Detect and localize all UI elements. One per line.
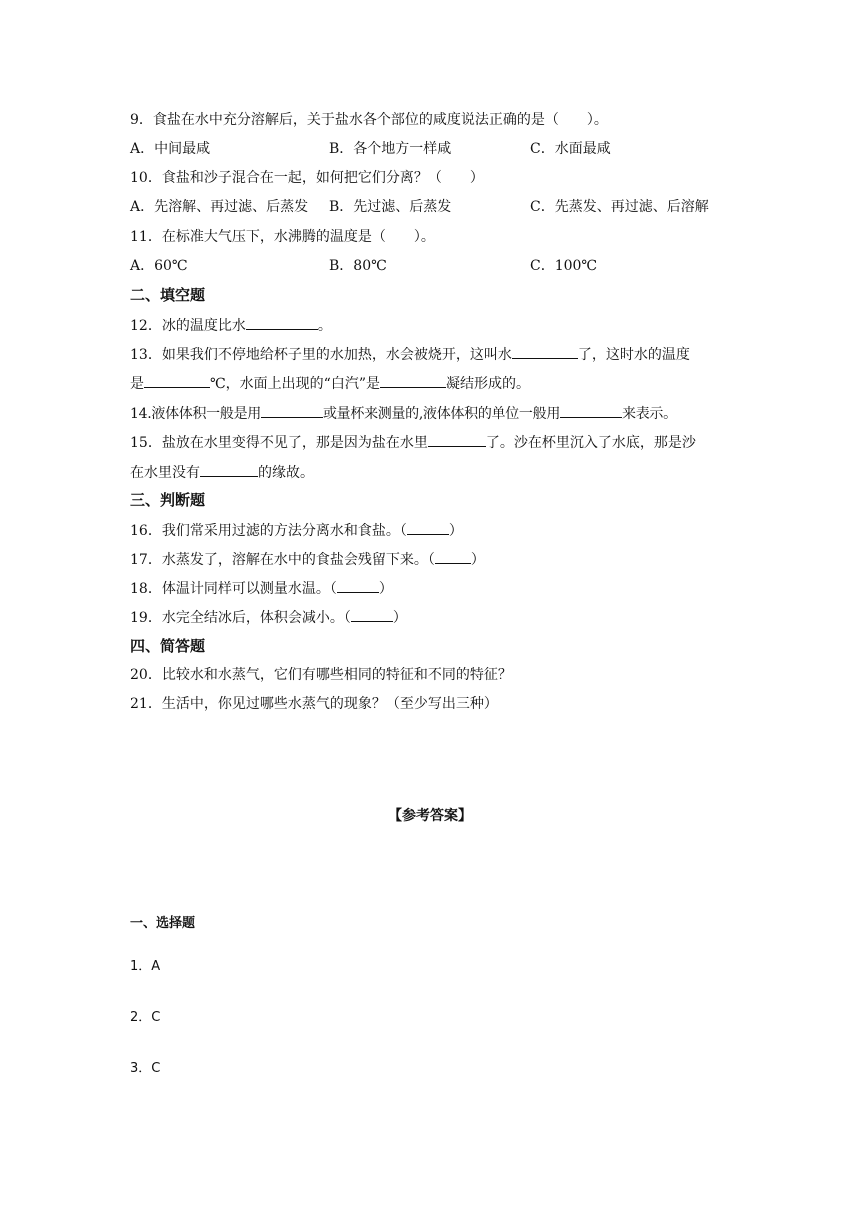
answer-blank[interactable] xyxy=(435,549,471,564)
question-20: 20．比较水和水蒸气，它们有哪些相同的特征和不同的特征？ xyxy=(130,667,512,683)
answer-blank[interactable] xyxy=(351,607,393,622)
answer-blank[interactable] xyxy=(200,462,258,477)
question-12 xyxy=(130,315,750,336)
section-heading-short-answer: 四、简答题 xyxy=(130,637,206,655)
option-a: A．先溶解、再过滤、后蒸发 xyxy=(130,199,309,215)
question-14 xyxy=(130,403,750,424)
question-text: 的缘故。 xyxy=(258,465,314,481)
answer-blank[interactable] xyxy=(560,403,622,418)
question-text: ） xyxy=(470,552,485,568)
question-9-stem: 9．食盐在水中充分溶解后，关于盐水各个部位的咸度说法正确的是（ ）。 xyxy=(130,112,608,128)
option-c: C．100℃ xyxy=(530,258,598,274)
question-text: 在水里没有 xyxy=(130,465,200,481)
option-b: B．先过滤、后蒸发 xyxy=(329,199,452,215)
question-text: 15．盐放在水里变得不见了，那是因为盐在水里 xyxy=(130,435,428,451)
option-b: B．各个地方一样咸 xyxy=(329,141,452,157)
question-13-line-2 xyxy=(130,373,750,394)
answer-blank[interactable] xyxy=(261,403,323,418)
option-c: C．先蒸发、再过滤、后溶解 xyxy=(530,199,709,215)
answer-blank[interactable] xyxy=(144,373,210,388)
question-text: 16．我们常采用过滤的方法分离水和食盐。（ xyxy=(130,523,407,539)
question-text: 来表示。 xyxy=(622,406,677,422)
question-text: 13．如果我们不停地给杯子里的水加热，水会被烧开，这叫水 xyxy=(130,347,512,363)
section-heading-fill-blank: 二、填空题 xyxy=(130,286,206,304)
question-11-stem: 11．在标准大气压下，水沸腾的温度是（ ）。 xyxy=(130,229,435,245)
option-a: A．中间最咸 xyxy=(130,141,211,157)
question-text: ℃，水面上出现的“白汽”是 xyxy=(210,376,380,392)
question-16 xyxy=(130,520,750,541)
question-text: 18．体温计同样可以测量水温。（ xyxy=(130,581,337,597)
answer-blank[interactable] xyxy=(407,520,449,535)
question-text: ） xyxy=(378,581,393,597)
question-13-line-1 xyxy=(130,344,750,365)
question-text: 了。沙在杯里沉入了水底，那是沙 xyxy=(485,435,696,451)
question-text: 17．水蒸发了，溶解在水中的食盐会残留下来。（ xyxy=(130,552,435,568)
option-b: B．80℃ xyxy=(329,258,387,274)
question-text: 是 xyxy=(130,376,144,392)
answer-item: 3．C xyxy=(130,1061,161,1076)
question-text: 或量杯来测量的,液体体积的单位一般用 xyxy=(322,406,561,422)
answer-blank[interactable] xyxy=(246,315,318,330)
question-text: 14.液体体积一般是用 xyxy=(130,406,261,422)
question-text: ） xyxy=(448,523,463,539)
question-17 xyxy=(130,549,750,570)
question-text: ） xyxy=(392,610,407,626)
question-15-line-1 xyxy=(130,432,750,453)
question-18 xyxy=(130,578,750,599)
option-c: C．水面最咸 xyxy=(530,141,611,157)
answer-item: 1．A xyxy=(130,959,161,974)
question-19 xyxy=(130,607,750,628)
question-text: 。 xyxy=(317,318,332,334)
answer-item: 2．C xyxy=(130,1010,161,1025)
question-text: 19．水完全结冰后，体积会减小。（ xyxy=(130,610,351,626)
option-a: A．60℃ xyxy=(130,258,188,274)
question-15-line-2 xyxy=(130,462,750,483)
answer-blank[interactable] xyxy=(512,344,578,359)
question-10-stem: 10．食盐和沙子混合在一起，如何把它们分离？（ ） xyxy=(130,170,484,186)
answer-blank[interactable] xyxy=(337,578,379,593)
answers-section-heading: 一、选择题 xyxy=(130,916,196,931)
answers-title: 【参考答案】 xyxy=(388,808,472,824)
section-heading-true-false: 三、判断题 xyxy=(130,491,206,509)
question-text: 12．冰的温度比水 xyxy=(130,318,246,334)
answer-blank[interactable] xyxy=(380,373,446,388)
question-21: 21．生活中，你见过哪些水蒸气的现象？（至少写出三种） xyxy=(130,696,498,712)
answer-blank[interactable] xyxy=(428,432,486,447)
question-text: 了，这时水的温度 xyxy=(577,347,690,363)
question-text: 凝结形成的。 xyxy=(445,376,530,392)
